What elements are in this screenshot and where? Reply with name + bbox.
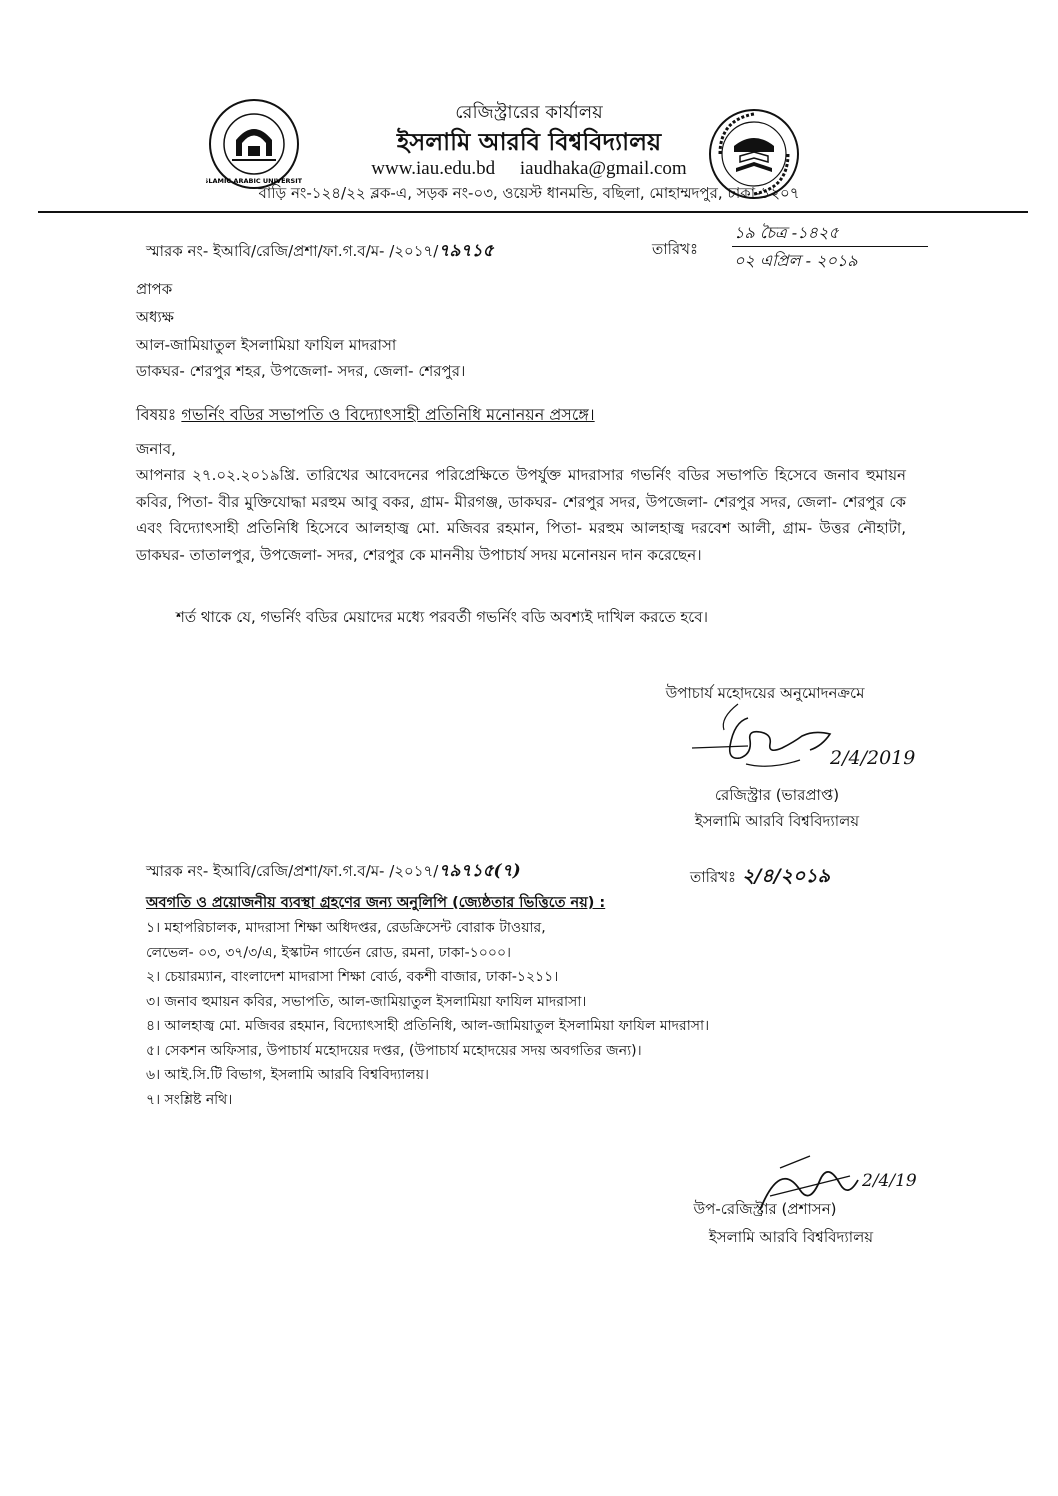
recipient-title: অধ্যক্ষ — [136, 308, 174, 326]
copy-item: ৬। আই.সি.টি বিভাগ, ইসলামি আরবি বিশ্ববিদ্যালয়। — [146, 1067, 430, 1083]
registrar-designation: রেজিস্ট্রার (ভারপ্রাপ্ত) — [714, 786, 840, 804]
memo-date-english: ০২ এপ্রিল - ২০১৯ — [734, 251, 858, 270]
recipient-label: প্রাপক — [136, 280, 173, 298]
approval-line: উপাচার্য মহোদয়ের অনুমোদনক্রমে — [665, 684, 865, 702]
copies-list — [146, 916, 906, 1112]
left-logo-text: ISLAMIC ARABIC UNIVERSITY — [206, 177, 302, 185]
memo2-date-label: তারিখঃ — [690, 868, 736, 886]
deputy-registrar-designation: উপ-রেজিস্ট্রার (প্রশাসন) — [693, 1200, 837, 1218]
deputy-registrar-organization: ইসলামি আরবি বিশ্ববিদ্যালয় — [708, 1228, 874, 1246]
office-name: রেজিস্ট্রারের কার্যালয় — [455, 102, 603, 123]
registrar-signed-date: 2/4/2019 — [830, 747, 916, 769]
memo-ref-label: স্মারক নং- ইআবি/রেজি/প্রশা/ফা.গ.ব/ম- /২০১৭/ — [146, 242, 439, 260]
subject-line — [136, 402, 595, 429]
subject-label: বিষয়ঃ — [136, 405, 177, 424]
memo-reference — [146, 238, 494, 266]
salutation: জনাব, — [136, 440, 176, 458]
condition-paragraph: শর্ত থাকে যে, গভর্নিং বডির মেয়াদের মধ্যে পরবর্তী গভর্নিং বডি অবশ্যই দাখিল করতে হবে। — [176, 608, 708, 626]
header-divider — [38, 211, 1028, 213]
recipient-address: ডাকঘর- শেরপুর শহর, উপজেলা- সদর, জেলা- শেরপুর। — [136, 362, 466, 380]
memo2-date — [690, 862, 830, 894]
copy-item: ২। চেয়ারম্যান, বাংলাদেশ মাদরাসা শিক্ষা বোর্ড, বকশী বাজার, ঢাকা-১২১১। — [146, 969, 559, 985]
registrar-signature — [690, 700, 930, 780]
registrar-organization: ইসলামি আরবি বিশ্ববিদ্যালয় — [694, 812, 860, 830]
deputy-signed-date: 2/4/19 — [862, 1171, 917, 1191]
memo-date-bangla: ১৯ চৈত্র -১৪২৫ — [734, 223, 839, 242]
copy-item: ৭। সংশ্লিষ্ট নথি। — [146, 1091, 233, 1108]
date-divider — [732, 246, 928, 247]
copy-item: ১। মহাপরিচালক, মাদরাসা শিক্ষা অধিদপ্তর, রেডক্রিসেন্ট বোরাক টাওয়ার, — [146, 920, 546, 936]
subject-text: গভর্নিং বডির সভাপতি ও বিদ্যোৎসাহী প্রতিনিধি মনোনয়ন প্রসঙ্গে। — [181, 405, 595, 424]
memo-date-label: তারিখঃ — [652, 240, 698, 258]
memo-ref-handwritten: ৭৯৭১৫ — [438, 241, 494, 261]
memo2-ref-handwritten: ৭৯৭১৫(৭) — [438, 861, 521, 881]
copies-heading: অবগতি ও প্রয়োজনীয় ব্যবস্থা গ্রহণের জন্য অনুলিপি (জ্যেষ্ঠতার ভিত্তিতে নয়) : — [146, 895, 606, 911]
memo2-ref-label: স্মারক নং- ইআবি/রেজি/প্রশা/ফা.গ.ব/ম- /২০১৭/ — [146, 862, 439, 880]
copy-item-continued: লেভেল- ০৩, ৩৭/৩/এ, ইস্কাটন গার্ডেন রোড, রমনা, ঢাকা-১০০০। — [146, 944, 512, 961]
body-paragraph: আপনার ২৭.০২.২০১৯খ্রি. তারিখের আবেদনের পরিপ্রেক্ষিতে উপর্যুক্ত মাদরাসার গভর্নিং বডির সভাপতি হিসেবে জনাব হুমায়ন কবির, পিতা- বীর মুক্তিযোদ্ধা মরহুম আবু বকর, গ্রাম- মীরগঞ্জ, ডাকঘর- শেরপুর সদর, উপজেলা- শেরপুর সদর, জেলা- শেরপুর কে এবং বিদ্যোৎসাহী প্রতিনিধি হিসেবে আলহাজ্ব মো. মজিবর রহমান, পিতা- মরহুম আলহাজ্ব দরবেশ আলী, গ্রাম- উত্তর নৌহাটা, ডাকঘর- তাতালপুর, উপজেলা- সদর, শেরপুর কে মাননীয় উপাচার্য সদয় মনোনয়ন দান করেছেন। — [136, 466, 906, 564]
memo2-date-value: ২/৪/২০১৯ — [742, 865, 830, 887]
website-link[interactable]: www.iau.edu.bd — [371, 158, 496, 179]
email-link[interactable]: iaudhaka@gmail.com — [519, 158, 687, 179]
university-address: বাড়ি নং-১২৪/২২ ব্লক-এ, সড়ক নং-০৩, ওয়েস্ট ধানমন্ডি, বছিলা, মোহাম্মদপুর, ঢাকা-১২০৭ — [258, 184, 800, 202]
copy-item: ৫। সেকশন অফিসার, উপাচার্য মহোদয়ের দপ্তর, (উপাচার্য মহোদয়ের সদয় অবগতির জন্য)। — [146, 1042, 642, 1059]
contact-line — [0, 158, 1058, 180]
copy-item: ৩। জনাব হুমায়ন কবির, সভাপতি, আল-জামিয়াতুল ইসলামিয়া ফাযিল মাদরাসা। — [146, 993, 587, 1010]
recipient-institution: আল-জামিয়াতুল ইসলামিয়া ফাযিল মাদরাসা — [136, 336, 397, 354]
memo2-reference — [146, 858, 521, 886]
university-name: ইসলামি আরবি বিশ্ববিদ্যালয় — [396, 128, 662, 156]
copy-item: ৪। আলহাজ্ব মো. মজিবর রহমান, বিদ্যোৎসাহী প্রতিনিধি, আল-জামিয়াতুল ইসলামিয়া ফাযিল মাদরাসা। — [146, 1018, 710, 1034]
